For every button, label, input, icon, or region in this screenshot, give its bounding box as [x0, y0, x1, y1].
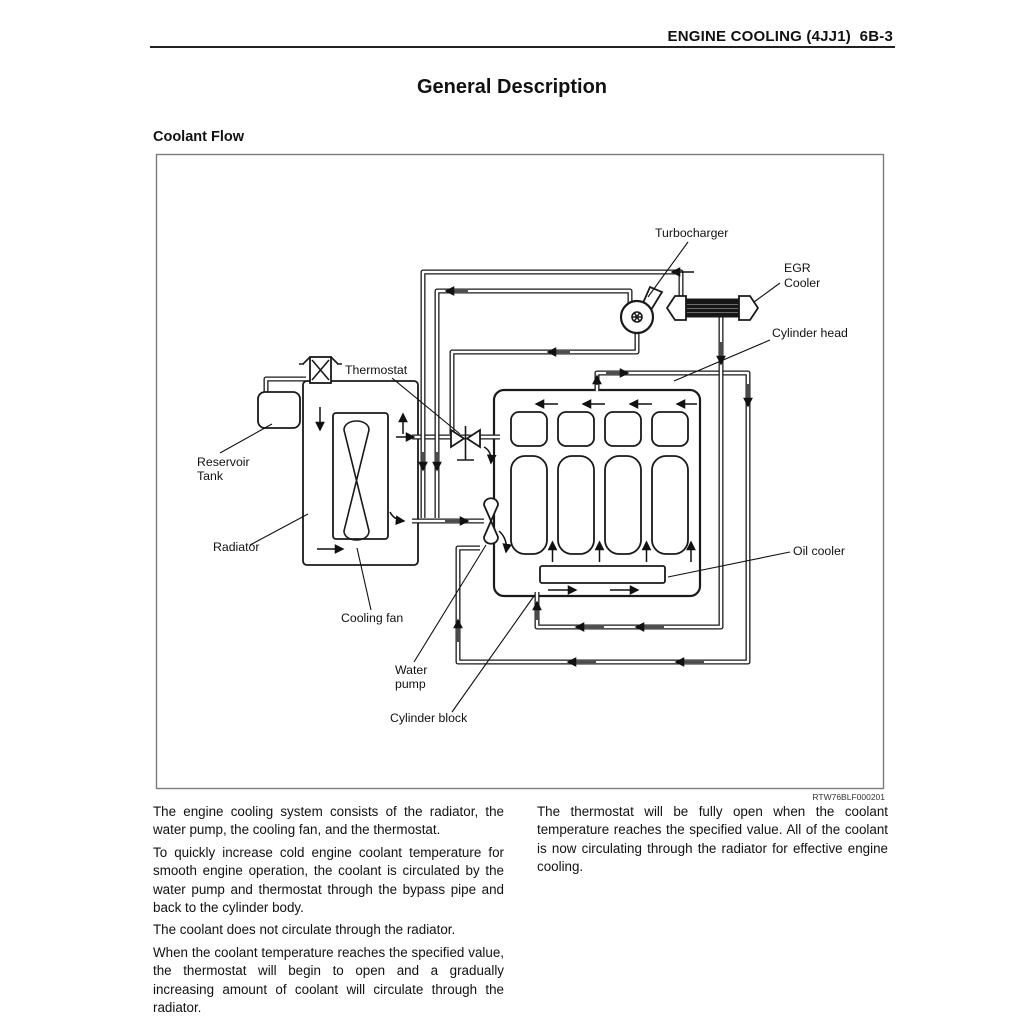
body-column-left [153, 803, 504, 1021]
label-egr-line2: Cooler [784, 276, 821, 290]
label-water-line1: Water [395, 663, 428, 677]
label-cooling-fan: Cooling fan [341, 611, 404, 625]
section-heading: Coolant Flow [153, 129, 245, 145]
page-header: ENGINE COOLING (4JJ1) 6B-3 [667, 28, 893, 45]
reservoir-tank-shape [258, 392, 300, 428]
egr-cooler-shape [667, 296, 758, 320]
label-thermostat: Thermostat [345, 363, 408, 377]
paragraph: When the coolant temperature reaches the specified value, the thermostat will begin to open and a gradually increasing amount of coolant will circulate through the radiator. [153, 944, 504, 1016]
paragraph: To quickly increase cold engine coolant temperature for smooth engine operation, the coolant is circulated by the water pump and thermostat through the bypass pipe and back to the cylinder body. [153, 844, 504, 916]
label-cylinder-head: Cylinder head [772, 326, 848, 340]
turbocharger-shape [621, 287, 662, 333]
label-cylinder-block: Cylinder block [390, 711, 468, 725]
body-column-right [537, 803, 888, 881]
header-rule [150, 46, 895, 48]
figure-code: RTW76BLF000201 [812, 792, 885, 802]
thermostat-shape [451, 426, 480, 460]
coolant-flow-diagram [155, 153, 885, 790]
label-reservoir-line1: Reservoir [197, 455, 250, 469]
label-oil-cooler: Oil cooler [793, 544, 845, 558]
label-turbocharger: Turbocharger [655, 226, 729, 240]
label-reservoir-line2: Tank [197, 469, 223, 483]
oil-cooler-shape [540, 566, 665, 583]
label-radiator: Radiator [213, 540, 260, 554]
page-title: General Description [416, 76, 608, 98]
paragraph: The coolant does not circulate through the radiator. [153, 922, 456, 938]
label-egr-line1: EGR [784, 261, 811, 275]
label-water-line2: pump [395, 677, 426, 691]
paragraph: The engine cooling system consists of the radiator, the water pump, the cooling fan, and the thermostat. [153, 804, 504, 838]
paragraph: The thermostat will be fully open when the coolant temperature reaches the specified value. All of the coolant is now circulating through the radiator for effective engine cooling. [537, 804, 888, 875]
